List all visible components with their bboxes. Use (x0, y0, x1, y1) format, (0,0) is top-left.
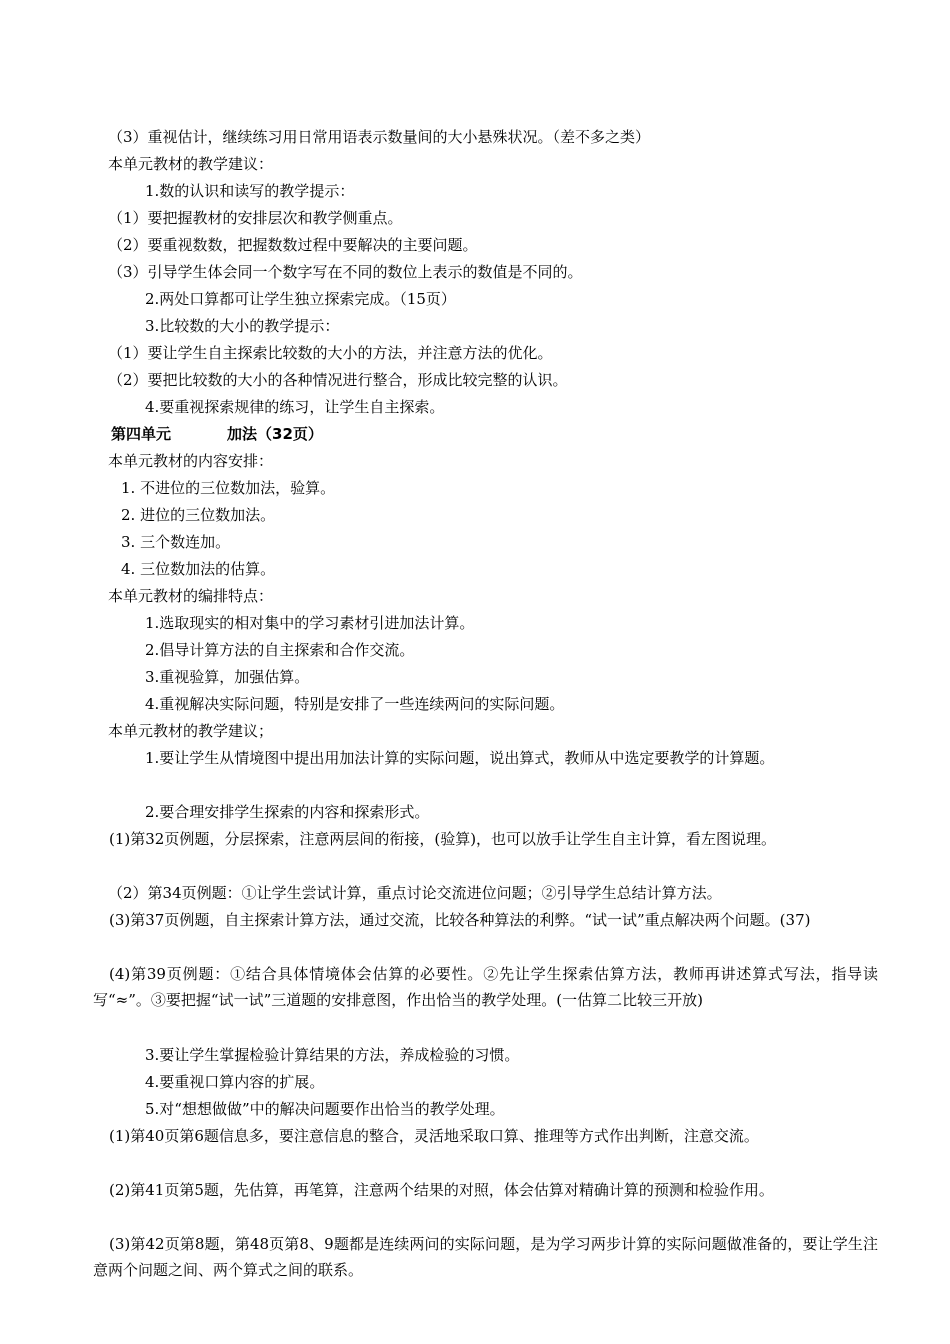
list-item: 2. 进位的三位数加法。 (121, 506, 276, 524)
unit-heading-title: 加法（32页） (227, 425, 323, 443)
list-item: 1.选取现实的相对集中的学习素材引进加法计算。 (145, 614, 475, 632)
list-item: 3.重视验算，加强估算。 (145, 668, 310, 686)
text-line: （3）引导学生体会同一个数字写在不同的数位上表示的数值是不同的。 (108, 263, 583, 281)
section-title: 本单元教材的教学建议； (108, 722, 274, 740)
paragraph: 3.要让学生掌握检验计算结果的方法，养成检验的习惯。 (145, 1046, 520, 1064)
paragraph: (3)第42页第8题，第48页第8、9题都是连续两问的实际问题，是为学习两步计算的实际问题做准备的，要让学生注意两个问题之间、两个算式之间的联系。 (93, 1235, 878, 1279)
text-line: （1）要把握教材的安排层次和教学侧重点。 (108, 209, 403, 227)
paragraph: (2)第41页第5题，先估算，再笔算，注意两个结果的对照，体会估算对精确计算的预测和检验作用。 (109, 1181, 774, 1199)
text-line: （1）要让学生自主探索比较数的大小的方法，并注意方法的优化。 (108, 344, 553, 362)
list-item: 4. 三位数加法的估算。 (121, 560, 276, 578)
paragraph: 2.要合理安排学生探索的内容和探索形式。 (145, 803, 430, 821)
paragraph: (1)第32页例题，分层探索，注意两层间的衔接，(验算)，也可以放手让学生自主计算，看左图说理。 (109, 830, 777, 848)
paragraph: (4)第39页例题：①结合具体情境体会估算的必要性。②先让学生探索估算方法，教师再讲述算式写法，指导读写“≈”。③要把握“试一试”三道题的安排意图，作出恰当的教学处理。(一估算二比较三开放) (93, 965, 878, 1009)
paragraph: （2）第34页例题：①让学生尝试计算，重点讨论交流进位问题；②引导学生总结计算方法。 (108, 884, 722, 902)
unit-heading (111, 421, 323, 447)
paragraph: 4.要重视口算内容的扩展。 (145, 1073, 325, 1091)
section-title: 本单元教材的编排特点： (108, 587, 274, 605)
section-title: 本单元教材的内容安排： (108, 452, 274, 470)
paragraph: (1)第40页第6题信息多，要注意信息的整合，灵活地采取口算、推理等方式作出判断，注意交流。 (109, 1127, 759, 1145)
list-item: 1. 不进位的三位数加法，验算。 (121, 479, 336, 497)
text-line: （3）重视估计，继续练习用日常用语表示数量间的大小悬殊状况。（差不多之类） (108, 128, 651, 146)
unit-heading-number: 第四单元 (111, 425, 172, 443)
text-line: （2）要把比较数的大小的各种情况进行整合，形成比较完整的认识。 (108, 371, 568, 389)
section-title: 本单元教材的教学建议： (108, 155, 274, 173)
paragraph: (3)第37页例题，自主探索计算方法，通过交流，比较各种算法的利弊。“试一试”重点解决两个问题。(37) (109, 911, 811, 929)
text-line: 3.比较数的大小的教学提示： (145, 317, 340, 335)
text-line: 2.两处口算都可让学生独立探索完成。（15页） (145, 290, 456, 308)
paragraph: 5.对“想想做做”中的解决问题要作出恰当的教学处理。 (145, 1100, 505, 1118)
paragraph: 1.要让学生从情境图中提出用加法计算的实际问题，说出算式，教师从中选定要教学的计算题。 (145, 749, 775, 767)
list-item: 3. 三个数连加。 (121, 533, 231, 551)
text-line: 1.数的认识和读写的教学提示： (145, 182, 355, 200)
list-item: 2.倡导计算方法的自主探索和合作交流。 (145, 641, 415, 659)
list-item: 4.重视解决实际问题，特别是安排了一些连续两问的实际问题。 (145, 695, 565, 713)
text-line: 4.要重视探索规律的练习，让学生自主探索。 (145, 398, 445, 416)
text-line: （2）要重视数数，把握数数过程中要解决的主要问题。 (108, 236, 478, 254)
